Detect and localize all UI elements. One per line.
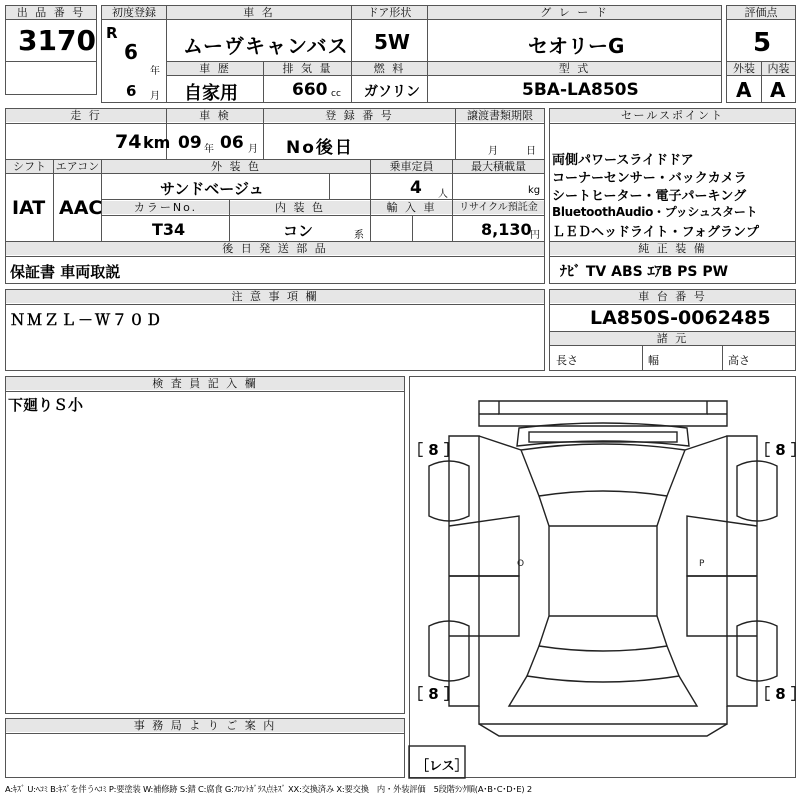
specs-label: 諸 元 xyxy=(550,332,795,345)
spec-width: 幅 xyxy=(648,354,659,367)
legend-text: A:ｷｽﾞ U:ﾍｺﾐ B:ｷｽﾞを伴うﾍｺﾐ P:要塗装 W:補修跡 S:錆 C:腐食 G:ﾌﾛﾝﾄｶﾞﾗｽ点ｷｽﾞ XX:交換済み X:要交換 内・外装評価 5段階ﾗﾝｸ順(A･B･C･D･E) 2 xyxy=(5,784,532,794)
inspector-box xyxy=(5,376,405,714)
equipment-label: 純 正 装 備 xyxy=(550,242,795,255)
recycle-fee: 8,130 xyxy=(481,220,532,239)
tire-front-left: ［ 8 ］ xyxy=(408,441,459,459)
model-label: 型 式 xyxy=(428,62,721,75)
ext-color: サンドベージュ xyxy=(160,180,264,198)
capacity: 4 xyxy=(410,178,422,198)
first-reg-month: 6 xyxy=(126,82,137,100)
score-label: 評価点 xyxy=(727,6,795,19)
registration-number: No後日 xyxy=(286,138,354,158)
sales-point-2: コーナーセンサー・バックカメラ xyxy=(552,171,747,186)
first-reg-year-unit: 年 xyxy=(150,66,160,77)
interior-score: A xyxy=(770,78,786,102)
doors: 5W xyxy=(374,30,410,54)
inspection-label: 車 検 xyxy=(167,109,263,122)
color-no: T34 xyxy=(152,220,186,239)
first-reg-month-unit: 月 xyxy=(150,91,160,102)
exterior-score-label: 外装 xyxy=(727,62,761,75)
first-reg-year: 6 xyxy=(124,40,138,64)
history-label: 車 歴 xyxy=(167,62,263,75)
exterior-score: A xyxy=(736,78,752,102)
first-reg-era: R xyxy=(106,24,118,42)
inspection-year: 09 xyxy=(178,133,202,153)
inspection-year-unit: 年 xyxy=(204,144,214,155)
grade-label: グ レ ー ド xyxy=(428,6,721,19)
spec-height: 高さ xyxy=(728,354,750,367)
transfer-day-unit: 日 xyxy=(526,146,536,157)
inspection-month-unit: 月 xyxy=(248,144,258,155)
recycle-unit: 円 xyxy=(530,230,540,241)
model: 5BA-LA850S xyxy=(522,80,639,100)
mileage-label: 走 行 xyxy=(6,109,166,122)
sales-point-1: 両側パワースライドドア xyxy=(552,153,694,168)
import-label: 輸 入 車 xyxy=(371,201,452,214)
interior-score-label: 内装 xyxy=(762,62,795,75)
inspector-label: 検 査 員 記 入 欄 xyxy=(6,377,404,390)
shift-label: シフト xyxy=(6,160,53,173)
car-name: ムーヴキャンバス xyxy=(183,34,349,58)
car-name-label: 車 名 xyxy=(167,6,351,19)
inspection-month: 06 xyxy=(220,133,244,153)
notes: ＮＭＺＬ－Ｗ７０Ｄ xyxy=(10,311,164,329)
int-color-label: 内 装 色 xyxy=(230,201,370,214)
sales-point-5: ＬＥＤヘッドライト・フォグランプ xyxy=(552,225,759,240)
lot-number: 3170 xyxy=(18,24,96,57)
car-diagram xyxy=(409,376,796,778)
lot-number-label: 出 品 番 号 xyxy=(6,6,96,19)
svg-text:O: O xyxy=(517,559,525,569)
mileage-unit: km xyxy=(143,133,171,152)
displacement: 660 xyxy=(292,80,328,100)
score: 5 xyxy=(753,28,772,58)
displacement-label: 排 気 量 xyxy=(264,62,351,75)
capacity-unit: 人 xyxy=(438,189,448,200)
aircon-label: エアコン xyxy=(55,160,100,173)
aircon: AAC xyxy=(59,197,103,219)
transfer-month-unit: 月 xyxy=(488,146,498,157)
chassis-number: LA850S-0062485 xyxy=(590,307,771,329)
fuel: ガソリン xyxy=(364,84,420,100)
detail-box xyxy=(5,108,545,284)
int-color: コン xyxy=(283,222,314,240)
spec-length: 長さ xyxy=(556,354,578,367)
svg-text:P: P xyxy=(699,559,705,569)
int-color-unit: 系 xyxy=(354,230,364,241)
max-load-label: 最大積載量 xyxy=(453,160,544,173)
chassis-label: 車 台 番 号 xyxy=(550,290,795,303)
notes-label: 注 意 事 項 欄 xyxy=(6,290,544,303)
registration-label: 登 録 番 号 xyxy=(264,109,455,122)
office-label: 事 務 局 よ り ご 案 内 xyxy=(6,719,404,732)
recycle-label: リサイクル預託金 xyxy=(453,201,544,214)
later-parts-label: 後 日 発 送 部 品 xyxy=(6,242,544,255)
tire-spare: ［レス］ xyxy=(416,759,468,774)
transfer-docs-label: 譲渡書類期限 xyxy=(456,109,544,122)
sales-points-label: セールスポイント xyxy=(550,109,795,122)
inspector-note: 下廻りＳ小 xyxy=(8,396,84,414)
tire-rear-left: ［ 8 ］ xyxy=(408,685,459,703)
sales-point-3: シートヒーター・電子パーキング xyxy=(552,189,747,204)
equipment: ﾅﾋﾞ TV ABS ｴｱB PS PW xyxy=(560,264,729,280)
sales-point-4: BluetoothAudio・プッシュスタート xyxy=(552,205,758,219)
capacity-label: 乗車定員 xyxy=(371,160,452,173)
color-no-label: カラーNo. xyxy=(102,201,229,214)
mileage: 74 xyxy=(115,131,142,153)
later-parts: 保証書 車両取説 xyxy=(10,263,121,281)
history: 自家用 xyxy=(184,83,238,104)
first-reg-label: 初度登録 xyxy=(102,6,166,19)
tire-rear-right: ［ 8 ］ xyxy=(755,685,806,703)
doors-label: ドア形状 xyxy=(352,6,427,19)
ext-color-label: 外 装 色 xyxy=(102,160,370,173)
max-load-unit: kg xyxy=(528,185,541,196)
fuel-label: 燃 料 xyxy=(352,62,427,75)
shift: IAT xyxy=(12,197,46,219)
grade: セオリーG xyxy=(528,34,625,58)
tire-front-right: ［ 8 ］ xyxy=(755,441,806,459)
displacement-unit: cc xyxy=(331,89,341,99)
